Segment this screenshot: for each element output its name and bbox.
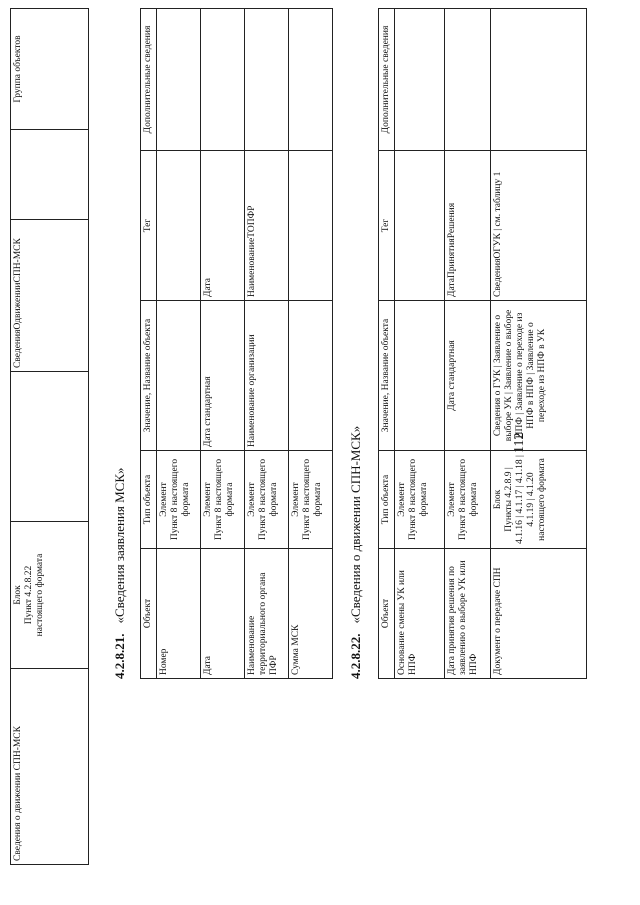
page-number: 112 [512,432,527,453]
cell-object: Сумма МСК [288,549,332,679]
cell-extra [490,9,586,151]
section-21-title: «Сведения заявления МСК» [112,467,127,624]
cell-type: Элемент Пункт 8 настоящего формата [394,451,444,549]
cell-tag [394,151,444,301]
cell-type: Элемент Пункт 8 настоящего формата [200,451,244,549]
cell-value: Наименование организации [244,301,288,451]
cell-value [394,301,444,451]
top-cell-value [11,372,89,522]
cell-tag: ДатаПринятияРешения [444,151,490,301]
top-cell-extra [11,130,89,220]
cell-object: Дата принятия решения по заявлению о выборе УК или НПФ [444,549,490,679]
table-row [288,9,332,679]
cell-object: Дата [200,549,244,679]
cell-tag: НаименованиеТОПФР [244,151,288,301]
cell-object: Наименование территориального органа ПФР [244,549,288,679]
cell-tag [156,151,200,301]
top-table [10,8,89,865]
table-row [490,9,586,679]
cell-value [156,301,200,451]
header-extra: Дополнительные сведения [379,9,395,151]
cell-extra [156,9,200,151]
cell-value [288,301,332,451]
header-value: Значение, Название объекта [379,301,395,451]
cell-type: Элемент Пункт 8 настоящего формата [444,451,490,549]
top-cell-type: Блок Пункт 4.2.8.22 настоящего формата [11,522,89,669]
header-tag: Тег [379,151,395,301]
cell-type: Элемент Пункт 8 настоящего формата [288,451,332,549]
cell-object: Документ о передаче СПН [490,549,586,679]
cell-extra [394,9,444,151]
header-extra: Дополнительные сведения [141,9,157,151]
top-cell-group: Группа объектов [11,9,89,130]
table-row [156,9,200,679]
table-row [444,9,490,679]
cell-value: Дата стандартная [444,301,490,451]
header-object: Объект [141,549,157,679]
table-header-row [141,9,157,679]
section-22-table [378,8,587,679]
header-object: Объект [379,549,395,679]
header-type: Тип объекта [141,451,157,549]
section-21-heading [112,467,128,679]
cell-tag [288,151,332,301]
section-21-number: 4.2.8.21. [112,633,127,679]
section-22-title: «Сведения о движении СПН-МСК» [348,425,363,624]
cell-type: Блок Пункты 4.2.8.9 | 4.1.16 | 4.1.17 | 4.1.18 | 4.1.19 | 4.1.20 настоящего формата [490,451,586,549]
section-21-table [140,8,333,679]
table-row [244,9,288,679]
top-cell-tag: СведенияОдвиженииСПН-МСК [11,220,89,372]
cell-type: Элемент Пункт 8 настоящего формата [244,451,288,549]
section-22-heading [348,426,364,679]
cell-value: Дата стандартная [200,301,244,451]
table-header-row [379,9,395,679]
header-value: Значение, Название объекта [141,301,157,451]
cell-extra [200,9,244,151]
cell-tag: Дата [200,151,244,301]
cell-type: Элемент Пункт 8 настоящего формата [156,451,200,549]
table-row [394,9,444,679]
cell-extra [244,9,288,151]
cell-object: Основание смены УК или НПФ [394,549,444,679]
cell-extra [288,9,332,151]
cell-object: Номер [156,549,200,679]
top-cell-object: Сведения о движении СПН-МСК [11,669,89,865]
header-tag: Тег [141,151,157,301]
cell-value: Сведения о ГУК | Заявление о выборе УК | Заявление о выборе НПФ | Заявление о переходе из НПФ в НПФ | Заявление о переходе из НПФ в УК [490,301,586,451]
cell-tag: СведенияОГУК | см. таблицу 1 [490,151,586,301]
header-type: Тип объекта [379,451,395,549]
table-row [200,9,244,679]
cell-extra [444,9,490,151]
section-22-number: 4.2.8.22. [348,633,363,679]
